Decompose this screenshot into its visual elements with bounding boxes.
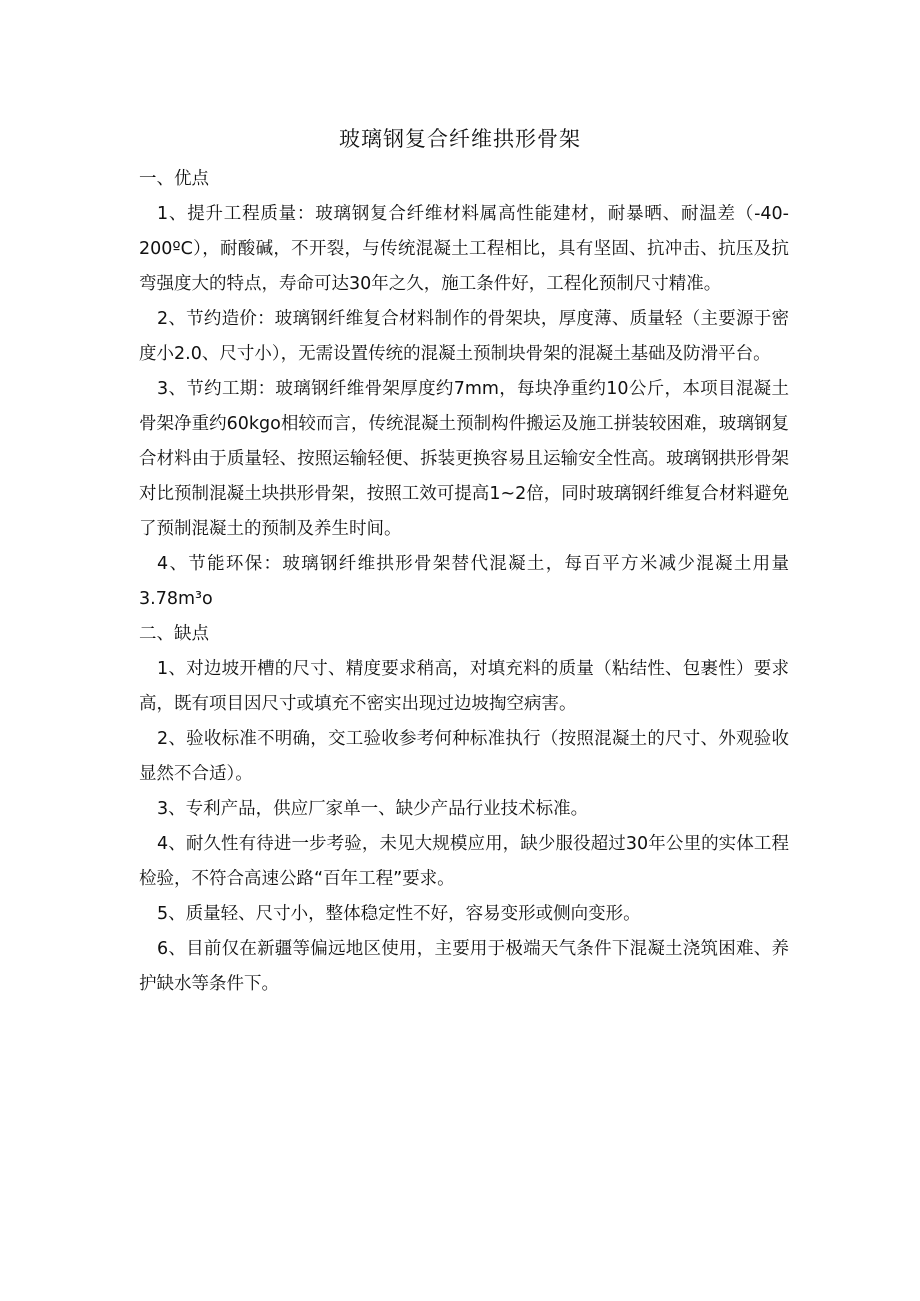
paragraph: 1、对边坡开槽的尺寸、精度要求稍高，对填充料的质量（粘结性、包裹性）要求高，既有项目因尺寸或填充不密实出现过边坡掏空病害。	[139, 659, 789, 714]
paragraph: 4、节能环保：玻璃钢纤维拱形骨架替代混凝土，每百平方米减少混凝土用量3.78m³o	[139, 554, 789, 609]
section-advantages	[139, 162, 789, 617]
section-disadvantages	[139, 617, 789, 1002]
paragraph: 1、提升工程质量：玻璃钢复合纤维材料属高性能建材，耐暴晒、耐温差（-40-200ºC），耐酸碱，不开裂，与传统混凝土工程相比，具有坚固、抗冲击、抗压及抗弯强度大的特点，寿命可达30年之久，施工条件好，工程化预制尺寸精准。	[139, 204, 789, 294]
paragraph: 6、目前仅在新疆等偏远地区使用，主要用于极端天气条件下混凝土浇筑困难、养护缺水等条件下。	[139, 939, 789, 994]
document-title: 玻璃钢复合纤维拱形骨架	[339, 127, 581, 151]
paragraph: 3、节约工期：玻璃钢纤维骨架厚度约7mm，每块净重约10公斤，本项目混凝土骨架净重约60kgo相较而言，传统混凝土预制构件搬运及施工拼装较困难，玻璃钢复合材料由于质量轻、按照运输轻便、拆装更换容易且运输安全性高。玻璃钢拱形骨架对比预制混凝土块拱形骨架，按照工效可提高1~2倍，同时玻璃钢纤维复合材料避免了预制混凝土的预制及养生时间。	[139, 379, 789, 539]
section-heading: 二、缺点	[139, 624, 209, 644]
paragraph: 4、耐久性有待进一步考验，未见大规模应用，缺少服役超过30年公里的实体工程检验，不符合高速公路“百年工程”要求。	[139, 834, 789, 889]
paragraph: 2、节约造价：玻璃钢纤维复合材料制作的骨架块，厚度薄、质量轻（主要源于密度小2.0、尺寸小），无需设置传统的混凝土预制块骨架的混凝土基础及防滑平台。	[139, 309, 789, 364]
document-body	[139, 162, 789, 1002]
section-heading: 一、优点	[139, 169, 209, 189]
paragraph: 3、专利产品，供应厂家单一、缺少产品行业技术标准。	[157, 799, 589, 819]
paragraph: 5、质量轻、尺寸小，整体稳定性不好，容易变形或侧向变形。	[157, 904, 641, 924]
paragraph: 2、验收标准不明确，交工验收参考何种标准执行（按照混凝土的尺寸、外观验收显然不合适）。	[139, 729, 789, 784]
